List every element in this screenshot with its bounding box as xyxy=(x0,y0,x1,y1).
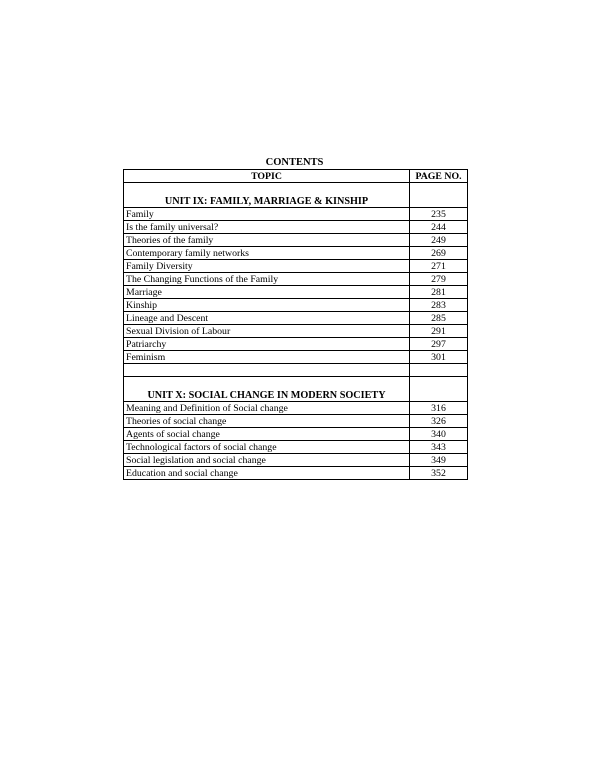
page-cell: 285 xyxy=(410,312,468,325)
topic-cell: Is the family universal? xyxy=(124,221,410,234)
table-row xyxy=(124,325,468,338)
table-row xyxy=(124,299,468,312)
table-row xyxy=(124,247,468,260)
topic-cell: Contemporary family networks xyxy=(124,247,410,260)
page-cell: 349 xyxy=(410,454,468,467)
blank-cell xyxy=(124,183,410,196)
topic-cell: Education and social change xyxy=(124,467,410,480)
topic-cell: Technological factors of social change xyxy=(124,441,410,454)
blank-cell xyxy=(124,364,410,377)
table-row xyxy=(124,208,468,221)
page-cell: 281 xyxy=(410,286,468,299)
topic-cell: The Changing Functions of the Family xyxy=(124,273,410,286)
page-cell: 291 xyxy=(410,325,468,338)
table-row xyxy=(124,338,468,351)
table-row xyxy=(124,273,468,286)
blank-cell xyxy=(124,377,410,390)
contents-table xyxy=(123,169,468,480)
table-row xyxy=(124,467,468,480)
page-cell: 244 xyxy=(410,221,468,234)
table-row xyxy=(124,312,468,325)
page-cell: 249 xyxy=(410,234,468,247)
topic-column-header: TOPIC xyxy=(124,170,410,183)
topic-cell: Sexual Division of Labour xyxy=(124,325,410,338)
page-column-header: PAGE NO. xyxy=(410,170,468,183)
topic-cell: Agents of social change xyxy=(124,428,410,441)
topic-cell: Theories of social change xyxy=(124,415,410,428)
spacer-row xyxy=(124,364,468,377)
topic-cell: Social legislation and social change xyxy=(124,454,410,467)
page-cell: 340 xyxy=(410,428,468,441)
unit-title: UNIT X: SOCIAL CHANGE IN MODERN SOCIETY xyxy=(124,389,410,402)
page-cell: 279 xyxy=(410,273,468,286)
blank-page-cell xyxy=(410,377,468,402)
page-cell: 297 xyxy=(410,338,468,351)
topic-cell: Family xyxy=(124,208,410,221)
page-cell: 271 xyxy=(410,260,468,273)
topic-cell: Theories of the family xyxy=(124,234,410,247)
topic-cell: Lineage and Descent xyxy=(124,312,410,325)
page-cell: 316 xyxy=(410,402,468,415)
page-cell: 301 xyxy=(410,351,468,364)
blank-page-cell xyxy=(410,364,468,377)
topic-cell: Meaning and Definition of Social change xyxy=(124,402,410,415)
spacer-row xyxy=(124,183,468,196)
table-row xyxy=(124,454,468,467)
topic-cell: Family Diversity xyxy=(124,260,410,273)
table-row xyxy=(124,428,468,441)
page-cell: 269 xyxy=(410,247,468,260)
page-cell: 283 xyxy=(410,299,468,312)
topic-cell: Marriage xyxy=(124,286,410,299)
table-row xyxy=(124,351,468,364)
table-row xyxy=(124,234,468,247)
table-row xyxy=(124,402,468,415)
spacer-row xyxy=(124,377,468,390)
page-cell: 343 xyxy=(410,441,468,454)
blank-page-cell xyxy=(410,183,468,208)
table-row xyxy=(124,415,468,428)
topic-cell: Kinship xyxy=(124,299,410,312)
page-cell: 352 xyxy=(410,467,468,480)
unit-title: UNIT IX: FAMILY, MARRIAGE & KINSHIP xyxy=(124,195,410,208)
table-row xyxy=(124,441,468,454)
table-row xyxy=(124,260,468,273)
page-cell: 235 xyxy=(410,208,468,221)
topic-cell: Feminism xyxy=(124,351,410,364)
table-header-row xyxy=(124,170,468,183)
table-row xyxy=(124,286,468,299)
page-title: CONTENTS xyxy=(265,157,324,168)
topic-cell: Patriarchy xyxy=(124,338,410,351)
page-cell: 326 xyxy=(410,415,468,428)
table-row xyxy=(124,221,468,234)
